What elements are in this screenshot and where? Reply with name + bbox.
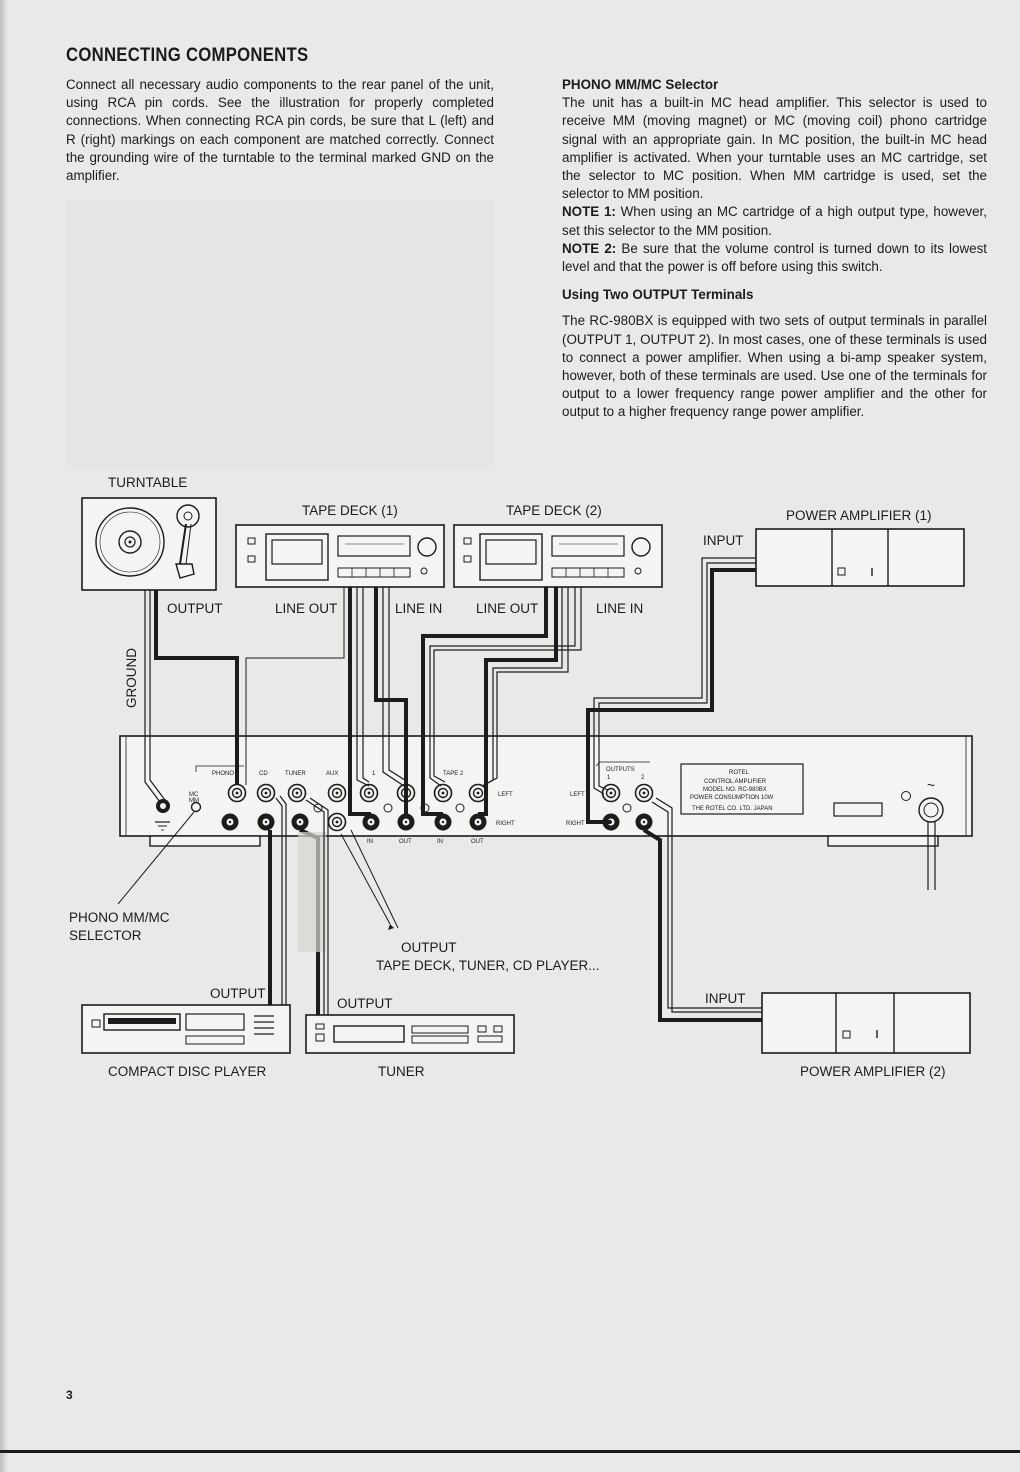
- panel-tape2-out-label: OUT: [471, 839, 484, 845]
- phono-selector-label-line-1: PHONO MM/MC: [69, 910, 170, 925]
- faded-background-area: [66, 200, 494, 470]
- panel-output-2-label: 2: [641, 775, 645, 781]
- connection-diagram: [0, 460, 1020, 1100]
- tape-deck-2-line-in-label: LINE IN: [596, 601, 644, 616]
- plate-brand: ROTEL: [729, 770, 750, 776]
- tape-deck-2-illustration: [454, 525, 662, 587]
- note-2: [562, 240, 987, 276]
- amplifier-rear-panel: [120, 736, 972, 846]
- output-terminals-body: The RC-980BX is equipped with two sets of output terminals in parallel (OUTPUT 1, OUTPUT 2). In most cases, one of these terminals is used to connect a power amplifier. When using a bi-amp speaker system, however, both of these terminals are used. Use one of the terminals for output to a lower frequency range power amplifier and the other for output to a higher frequency range power amplifier.: [562, 313, 987, 420]
- note-2-label: NOTE 2:: [562, 240, 617, 256]
- page-number: 3: [66, 1388, 73, 1402]
- panel-right-label: RIGHT: [496, 821, 515, 827]
- turntable-output-label: OUTPUT: [167, 601, 223, 616]
- panel-aux-label: AUX: [326, 771, 339, 777]
- note-2-text: Be sure that the volume control is turned down to its lowest level and that the power is off before using this switch.: [562, 240, 988, 275]
- plate-line-3: POWER CONSUMPTION 10W: [690, 795, 774, 801]
- output-caption-line-1: OUTPUT: [401, 940, 457, 955]
- cd-player-illustration: [82, 1005, 290, 1053]
- panel-ac-symbol: ~: [927, 778, 935, 793]
- panel-outputs-right-label: RIGHT: [566, 821, 585, 827]
- power-amplifier-2-label: POWER AMPLIFIER (2): [800, 1064, 946, 1079]
- panel-cd-label: CD: [259, 771, 268, 777]
- tuner-illustration: [306, 1015, 514, 1053]
- panel-tape2-in-label: IN: [437, 839, 443, 845]
- panel-outputs-label: OUTPUTS: [606, 767, 635, 773]
- tape-deck-1-illustration: [236, 525, 444, 587]
- phono-selector-body: The unit has a built-in MC head amplifier. This selector is used to receive MM (moving magnet) or MC (moving coil) phono cartridge signal with an appropriate gain. In MC position, the built-in MC head amplifier is activated. When your turntable uses an MC cartridge, set the selector to MC position. When MM cartridge is used, set the selector to MM position.: [562, 95, 987, 202]
- power-amplifier-2-input-label: INPUT: [705, 991, 746, 1006]
- phono-selector-label-line-2: SELECTOR: [69, 928, 142, 943]
- intro-paragraph: Connect all necessary audio components to the rear panel of the unit, using RCA pin cords. See the illustration for properly completed connections. When connecting RCA pin cords, be sure that L (left) and R (right) markings on each component are matched correctly. Connect the grounding wire of the turntable to the terminal marked GND on the amplifier.: [66, 77, 494, 184]
- power-amplifier-2-illustration: [762, 993, 970, 1053]
- output-terminals-heading: Using Two OUTPUT Terminals: [562, 287, 754, 303]
- right-column: [562, 76, 987, 422]
- output-caption-line-2: TAPE DECK, TUNER, CD PLAYER...: [376, 958, 600, 973]
- tape-deck-1-label: TAPE DECK (1): [302, 503, 398, 518]
- plate-line-4: THE ROTEL CO. LTD. JAPAN: [692, 806, 773, 812]
- tape-deck-1-line-in-label: LINE IN: [395, 601, 443, 616]
- tape-deck-1-line-out-label: LINE OUT: [275, 601, 338, 616]
- panel-mc-label: MC: [189, 792, 199, 798]
- note-1-text: When using an MC cartridge of a high output type, however, set this selector to the MM position.: [562, 204, 987, 238]
- cd-player-output-label: OUTPUT: [210, 986, 266, 1001]
- turntable-label: TURNTABLE: [108, 475, 188, 490]
- ground-label: GROUND: [124, 648, 139, 708]
- power-amplifier-1-label: POWER AMPLIFIER (1): [786, 508, 932, 523]
- panel-tape1-label: 1: [372, 771, 376, 777]
- phono-selector-heading: PHONO MM/MC Selector: [562, 77, 719, 92]
- tuner-label: TUNER: [378, 1064, 425, 1079]
- panel-left-label: LEFT: [498, 792, 513, 798]
- panel-tuner-label: TUNER: [285, 771, 306, 777]
- panel-outputs-left-label: LEFT: [570, 792, 585, 798]
- note-1: [562, 203, 987, 239]
- panel-phono-label: PHONO: [212, 771, 235, 777]
- plate-line-1: CONTROL AMPLIFIER: [704, 779, 767, 785]
- power-amplifier-1-illustration: [756, 529, 964, 586]
- cd-player-label: COMPACT DISC PLAYER: [108, 1064, 267, 1079]
- panel-tape1-in-label: IN: [367, 839, 373, 845]
- panel-output-1-label: 1: [607, 775, 611, 781]
- panel-mm-label: MM: [189, 798, 199, 804]
- panel-tape2-label: TAPE 2: [443, 771, 464, 777]
- tape-deck-2-line-out-label: LINE OUT: [476, 601, 539, 616]
- panel-tape1-out-label: OUT: [399, 839, 412, 845]
- plate-line-2: MODEL NO. RC-980BX: [703, 787, 767, 793]
- tuner-output-label: OUTPUT: [337, 996, 393, 1011]
- note-1-label: NOTE 1:: [562, 204, 616, 220]
- bottom-rule: [0, 1450, 1020, 1453]
- turntable-illustration: [82, 498, 216, 590]
- tape-deck-2-label: TAPE DECK (2): [506, 503, 602, 518]
- power-amplifier-1-input-label: INPUT: [703, 533, 744, 548]
- page-title: CONNECTING COMPONENTS: [66, 45, 309, 66]
